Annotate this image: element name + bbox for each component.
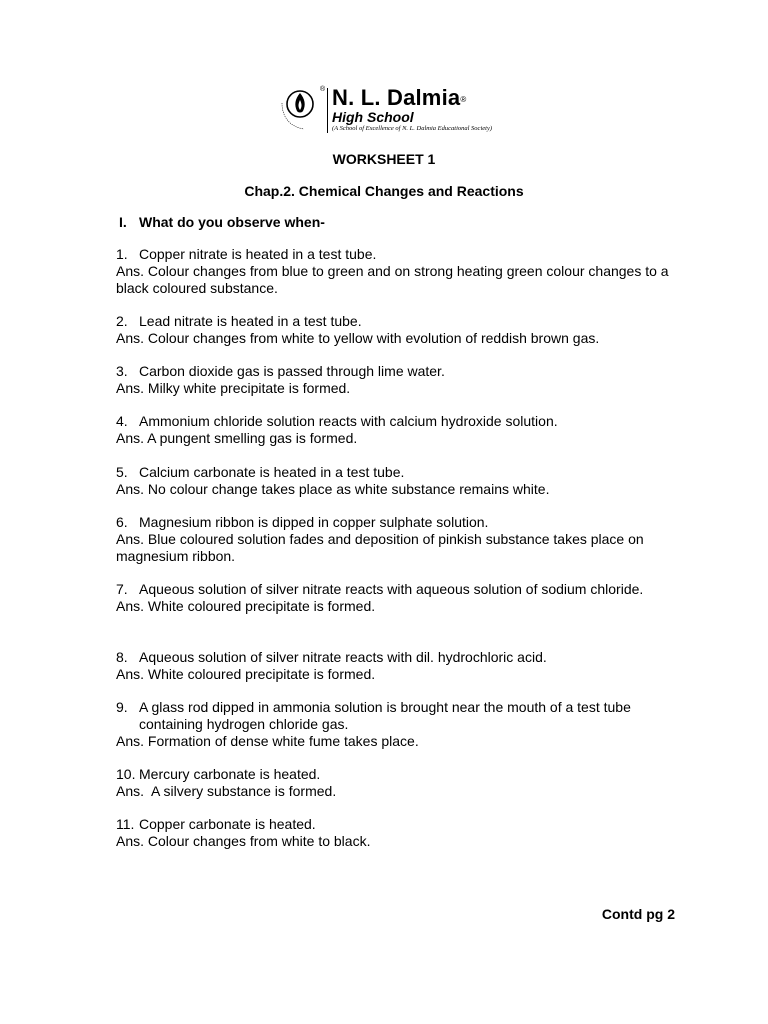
answer-text: Ans. Colour changes from white to black. [116, 833, 371, 849]
answer-text: Ans. White coloured precipitate is formed. [116, 598, 376, 614]
section-number: I. [119, 214, 127, 230]
question-number: 3. [116, 363, 128, 379]
question-number: 4. [116, 413, 128, 429]
question-number: 11. [116, 816, 135, 832]
question-number: 8. [116, 649, 128, 665]
question-number: 6. [116, 514, 128, 530]
question-text: Ammonium chloride solution reacts with calcium hydroxide solution. [139, 413, 558, 429]
question-item [116, 816, 676, 850]
question-number: 10. [116, 766, 136, 782]
question-number: 5. [116, 464, 128, 480]
answer-text: Ans. Blue coloured solution fades and deposition of pinkish substance takes place on magnesium ribbon. [116, 531, 644, 564]
question-text: Magnesium ribbon is dipped in copper sulphate solution. [139, 514, 489, 530]
question-text: Copper nitrate is heated in a test tube. [139, 246, 377, 262]
school-tagline: (A School of Excellence of N. L. Dalmia Educational Society) [332, 125, 492, 132]
answer-text: Ans. No colour change takes place as white substance remains white. [116, 481, 550, 497]
question-text: A glass rod dipped in ammonia solution is brought near the mouth of a test tube containing hydrogen chloride gas. [139, 699, 631, 732]
logo-divider [327, 88, 328, 133]
question-text: Calcium carbonate is heated in a test tube. [139, 464, 405, 480]
question-text: Lead nitrate is heated in a test tube. [139, 313, 362, 329]
registered-mark: ® [460, 95, 467, 104]
question-item [116, 514, 676, 565]
question-text: Aqueous solution of silver nitrate reacts with aqueous solution of sodium chloride. [139, 581, 644, 597]
question-number: 7. [116, 581, 128, 597]
answer-text: Ans. Colour changes from blue to green and on strong heating green colour changes to a black coloured substance. [116, 263, 669, 296]
answer-text: Ans. Colour changes from white to yellow with evolution of reddish brown gas. [116, 330, 600, 346]
question-text: Aqueous solution of silver nitrate reacts with dil. hydrochloric acid. [139, 649, 547, 665]
question-item [116, 699, 676, 750]
question-number: 1. [116, 246, 128, 262]
question-item [116, 363, 676, 397]
school-logo [276, 85, 496, 135]
question-text: Carbon dioxide gas is passed through lime water. [139, 363, 445, 379]
flame-emblem-icon [276, 85, 320, 135]
question-item [116, 413, 676, 447]
section-heading [119, 214, 325, 230]
question-item [116, 766, 676, 800]
worksheet-title: WORKSHEET 1 [332, 151, 436, 167]
answer-text: Ans. White coloured precipitate is formed. [116, 666, 376, 682]
answer-text: Ans. Formation of dense white fume takes place. [116, 733, 419, 749]
question-item [116, 581, 676, 615]
question-item [116, 649, 676, 683]
question-number: 9. [116, 699, 128, 715]
question-number: 2. [116, 313, 128, 329]
question-item [116, 464, 676, 498]
section-heading-text: What do you observe when- [139, 214, 325, 230]
answer-text: Ans. A pungent smelling gas is formed. [116, 430, 358, 446]
registered-mark: ® [320, 86, 326, 93]
question-text: Copper carbonate is heated. [139, 816, 316, 832]
question-item [116, 246, 676, 297]
question-item [116, 313, 676, 347]
answer-text: Ans. A silvery substance is formed. [116, 783, 337, 799]
answer-text: Ans. Milky white precipitate is formed. [116, 380, 351, 396]
continued-note: Contd pg 2 [601, 906, 675, 922]
chapter-title: Chap.2. Chemical Changes and Reactions [244, 183, 524, 199]
question-text: Mercury carbonate is heated. [139, 766, 321, 782]
school-subtitle: High School [332, 109, 414, 125]
school-name: N. L. Dalmia® [332, 85, 467, 110]
